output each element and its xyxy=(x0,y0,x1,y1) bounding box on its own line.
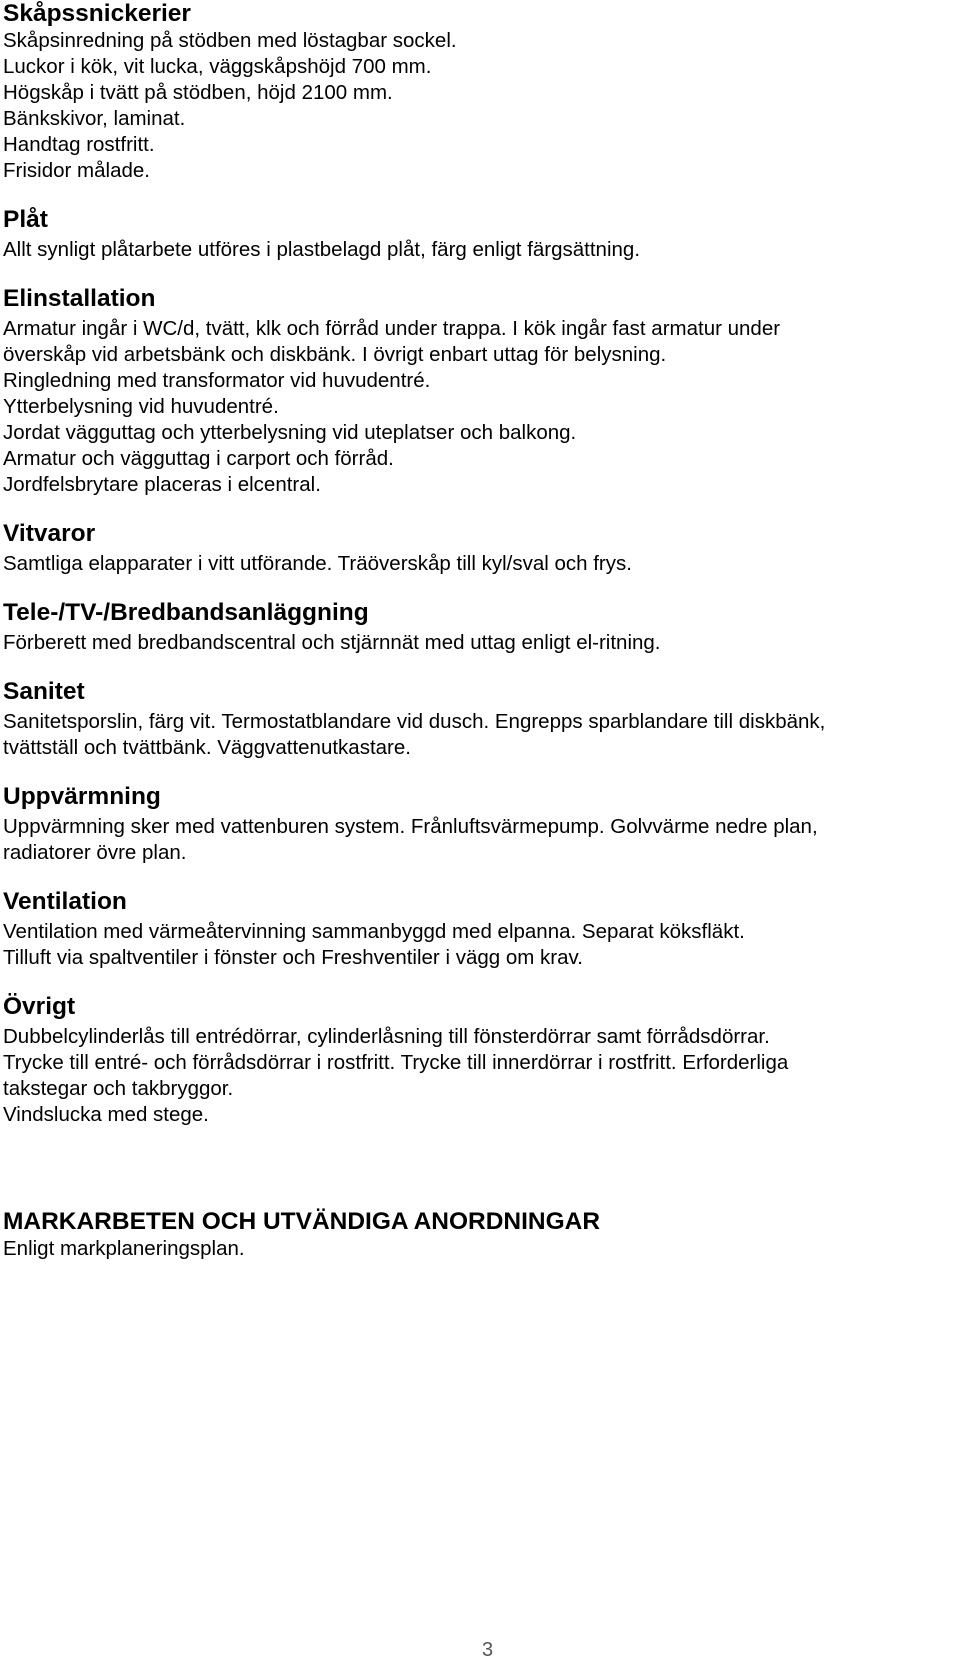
section-heading: Övrigt xyxy=(3,993,76,1020)
section-vitvaror xyxy=(3,520,953,577)
page-number: 3 xyxy=(482,1639,494,1661)
body-line: Dubbelcylinderlås till entrédörrar, cylinderlåsning till fönsterdörrar samt förrådsdörrar. xyxy=(3,1025,770,1048)
body-line: Handtag rostfritt. xyxy=(3,133,155,156)
body-line: Armatur ingår i WC/d, tvätt, klk och förråd under trappa. I kök ingår fast armatur under xyxy=(3,317,781,340)
body-line: Samtliga elapparater i vitt utförande. Träöverskåp till kyl/sval och frys. xyxy=(3,552,632,575)
body-line: Jordat vägguttag och ytterbelysning vid uteplatser och balkong. xyxy=(3,421,577,444)
body-line: Ringledning med transformator vid huvudentré. xyxy=(3,369,431,392)
body-line: Allt synligt plåtarbete utföres i plastbelagd plåt, färg enligt färgsättning. xyxy=(3,238,641,261)
body-line: Vindslucka med stege. xyxy=(3,1103,209,1126)
body-line: Tilluft via spaltventiler i fönster och Freshventiler i vägg om krav. xyxy=(3,946,583,969)
section-heading: Sanitet xyxy=(3,678,85,705)
section-heading: Uppvärmning xyxy=(3,783,161,810)
body-line: Luckor i kök, vit lucka, väggskåpshöjd 700 mm. xyxy=(3,55,432,78)
section-heading: Vitvaror xyxy=(3,520,96,547)
section-sanitet xyxy=(3,678,953,761)
body-line: Ytterbelysning vid huvudentré. xyxy=(3,395,279,418)
body-line: takstegar och takbryggor. xyxy=(3,1077,234,1100)
body-line: Bänkskivor, laminat. xyxy=(3,107,186,130)
section-heading: Elinstallation xyxy=(3,285,156,312)
body-line: Skåpsinredning på stödben med löstagbar sockel. xyxy=(3,29,457,52)
body-line: tvättställ och tvättbänk. Väggvattenutkastare. xyxy=(3,736,411,759)
section-elinstallation xyxy=(3,285,953,498)
body-line: Jordfelsbrytare placeras i elcentral. xyxy=(3,473,321,496)
chapter-heading: MARKARBETEN OCH UTVÄNDIGA ANORDNINGAR xyxy=(3,1208,601,1235)
body-line: Trycke till entré- och förrådsdörrar i rostfritt. Trycke till innerdörrar i rostfritt. Erforderliga xyxy=(3,1051,789,1074)
body-line: överskåp vid arbetsbänk och diskbänk. I övrigt enbart uttag för belysning. xyxy=(3,343,667,366)
body-line: Enligt markplaneringsplan. xyxy=(3,1237,245,1260)
section-heading: Ventilation xyxy=(3,888,127,915)
body-line: Ventilation med värmeåtervinning sammanbyggd med elpanna. Separat köksfläkt. xyxy=(3,920,745,943)
body-line: Sanitetsporslin, färg vit. Termostatblandare vid dusch. Engrepps sparblandare till diskbänk, xyxy=(3,710,826,733)
body-line: Frisidor målade. xyxy=(3,159,150,182)
section-plat xyxy=(3,206,953,263)
document-page xyxy=(3,0,953,1262)
body-line: Armatur och vägguttag i carport och förråd. xyxy=(3,447,394,470)
section-heading: Skåpssnickerier xyxy=(3,0,191,27)
section-ovrigt xyxy=(3,993,953,1128)
section-tele-tv-bredband xyxy=(3,599,953,656)
section-skapssnickerier xyxy=(3,0,953,184)
body-line: radiatorer övre plan. xyxy=(3,841,187,864)
body-line: Uppvärmning sker med vattenburen system. Frånluftsvärmepump. Golvvärme nedre plan, xyxy=(3,815,818,838)
body-line: Förberett med bredbandscentral och stjärnnät med uttag enligt el-ritning. xyxy=(3,631,661,654)
section-markarbeten xyxy=(3,1208,953,1262)
section-ventilation xyxy=(3,888,953,971)
section-uppvarmning xyxy=(3,783,953,866)
section-heading: Tele-/TV-/Bredbandsanläggning xyxy=(3,599,369,626)
body-line: Högskåp i tvätt på stödben, höjd 2100 mm. xyxy=(3,81,393,104)
section-heading: Plåt xyxy=(3,206,48,233)
